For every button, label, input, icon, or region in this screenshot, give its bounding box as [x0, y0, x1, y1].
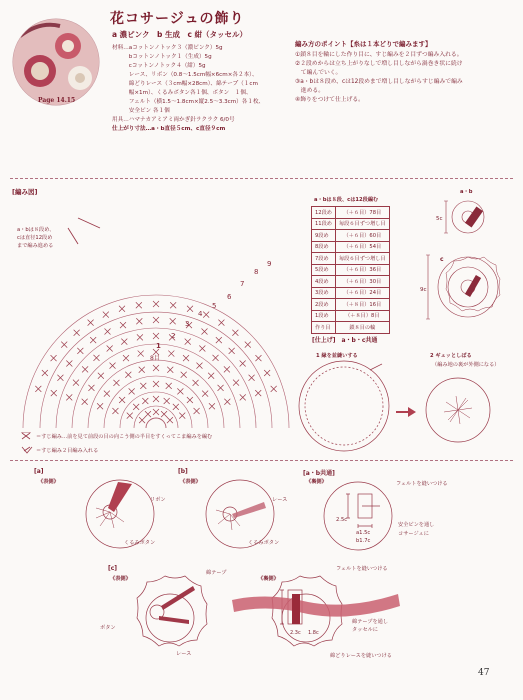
material-line: レース、リボン（0.8〜1.5cm幅×6cm×各２本）、: [112, 72, 258, 78]
table-cell: 9段め: [312, 230, 336, 242]
stitch-mark: [145, 411, 151, 417]
ruffle-label: 綿どりレースを縫いつける: [330, 653, 392, 659]
stitch-mark: [153, 301, 159, 307]
table-cell: 1段め: [312, 310, 336, 322]
stitch-mark: [187, 397, 193, 403]
stitch-mark: [240, 394, 246, 400]
round-number: 7: [240, 280, 245, 288]
stitch-mark: [98, 373, 104, 379]
round-number: 6: [227, 293, 232, 301]
point-item: ①鎖８目を輪にした作り目に、すじ編みを２目ずつ編み入れる。: [295, 52, 463, 58]
stitch-mark: [120, 322, 126, 328]
point-item: ②２段めからは立ち上がりなしで増し目しながら渦巻き状に続け: [295, 61, 463, 67]
stitch-mark: [110, 363, 116, 369]
stitch-mark: [153, 333, 159, 339]
stitch-mark: [136, 318, 142, 324]
stitch-mark: [255, 390, 261, 396]
stitch-mark: [107, 346, 113, 352]
tool-line: 用具…ハマナカアミアミ両かぎ針ラクラク 6/0号: [112, 117, 235, 123]
stitch-mark: [201, 329, 207, 335]
knitting-points: [295, 40, 500, 105]
stitch-mark: [127, 413, 133, 419]
stitch-mark: [97, 403, 103, 409]
stitch-mark: [177, 388, 183, 394]
panel-ab-drawing: [318, 476, 398, 556]
stitch-mark: [170, 302, 176, 308]
stitch-mark: [224, 399, 230, 405]
stitch-mark: [51, 355, 57, 361]
stitch-mark: [168, 351, 174, 357]
panel-c-front-drawing: [115, 568, 225, 668]
stitch-mark: [66, 361, 72, 367]
material-line: cコットンノトック４（紺）5g: [112, 63, 206, 69]
stitch-mark: [123, 355, 129, 361]
diagram-note-line: a・bは８段め、: [17, 227, 55, 233]
stitch-mark: [51, 390, 57, 396]
product-photo: [10, 16, 102, 108]
stitch-mark: [139, 367, 145, 373]
table-caption: a・bは８段、cは12段編む: [314, 197, 379, 203]
stitch-mark: [112, 408, 118, 414]
table-cell: 毎段６目ずつ増し目: [335, 253, 389, 265]
diagram-note-line: cは直径12段め: [17, 235, 53, 241]
stitch-mark: [245, 342, 251, 348]
panel-a-label: [a]: [34, 468, 44, 475]
stitch-mark: [88, 320, 94, 326]
table-row: [312, 322, 390, 334]
stitch-mark: [119, 397, 125, 403]
finished-size-diagrams: [420, 195, 515, 325]
stitch-mark: [229, 348, 235, 354]
dimension-label: 2.3c: [290, 630, 301, 636]
stitch-mark: [213, 355, 219, 361]
stitch-mark: [196, 363, 202, 369]
table-row: [312, 218, 390, 230]
stitch-mark: [153, 396, 159, 402]
stitch-mark: [82, 399, 88, 405]
stitch-mark: [153, 365, 159, 371]
dimension-label: 9c: [420, 287, 427, 293]
table-cell: 5段め: [312, 264, 336, 276]
stitch-mark: [129, 388, 135, 394]
table-cell: （＋６目）30目: [335, 276, 389, 288]
panel-b-label: [b]: [178, 468, 188, 475]
stitch-mark: [153, 409, 159, 415]
stitch-mark: [93, 355, 99, 361]
table-cell: 鎖８目の輪: [335, 322, 389, 334]
stitch-mark: [88, 385, 94, 391]
material-line: 幅×1m）、くるみボタン各１個、ボタン １個、: [112, 90, 252, 96]
table-row: [312, 299, 390, 311]
stitch-mark: [73, 380, 79, 386]
table-row: [312, 230, 390, 242]
dimension-label: b1.7c: [356, 538, 371, 544]
stitch-mark: [153, 317, 159, 323]
stitch-mark: [209, 403, 215, 409]
table-cell: 2段め: [312, 299, 336, 311]
button-label: ボタン: [100, 625, 116, 631]
point-item: ③a・bは８段め、cは12段めまで増し目しながらすじ編みで編み: [295, 79, 463, 85]
round-number: 1: [156, 342, 161, 350]
stitch-mark: [170, 318, 176, 324]
stitch-mark: [105, 329, 111, 335]
stitch-mark: [240, 361, 246, 367]
stitch-count-table: [311, 206, 390, 334]
legend-symbols: [20, 432, 34, 456]
button-label: くるみボタン: [124, 540, 156, 546]
stitch-mark: [57, 375, 63, 381]
stitch-mark: [187, 306, 193, 312]
materials-block: [112, 44, 302, 134]
diagram-section-label: [編み図]: [12, 188, 38, 196]
panel-ab-label: [a・b共通]: [303, 470, 335, 477]
stitch-mark: [181, 372, 187, 378]
table-cell: 12段め: [312, 207, 336, 219]
stitch-mark: [66, 394, 72, 400]
stitch-mark: [233, 380, 239, 386]
finish-diagram: [296, 360, 518, 456]
button-label: くるみボタン: [248, 540, 280, 546]
stitch-mark: [74, 330, 80, 336]
table-row: [312, 276, 390, 288]
round-number: 2: [171, 332, 176, 340]
ribbon-label: リボン: [150, 497, 166, 503]
c-label: c: [440, 256, 444, 263]
stitch-chart: [8, 196, 298, 428]
stitch-mark: [218, 320, 224, 326]
stitch-mark: [133, 404, 139, 410]
stitch-mark: [167, 367, 173, 373]
stitch-mark: [125, 372, 131, 378]
page-number: 47: [478, 668, 490, 678]
ab-label: a・b: [460, 189, 473, 195]
tape-note: 綿テープを通し: [352, 619, 389, 625]
stitch-mark: [119, 306, 125, 312]
tape-label: 綿テープ: [206, 570, 227, 576]
stitch-mark: [218, 385, 224, 391]
table-cell: （＋６目）36目: [335, 264, 389, 276]
stitch-mark: [185, 339, 191, 345]
stitch-mark: [113, 380, 119, 386]
dimension-label: a1.5c: [356, 530, 371, 536]
table-row: [312, 207, 390, 219]
stitch-mark: [153, 381, 159, 387]
table-row: [312, 287, 390, 299]
stitch-mark: [173, 404, 179, 410]
stitch-mark: [264, 370, 270, 376]
dimension-label: 1.8c: [308, 630, 319, 636]
stitch-mark: [179, 413, 185, 419]
table-cell: （＋６目）78目: [335, 207, 389, 219]
stitch-mark: [232, 330, 238, 336]
stitch-mark: [136, 302, 142, 308]
points-heading: 編み方のポイント【糸は１本どりで編みます】: [295, 40, 432, 48]
round-number: 8: [254, 268, 259, 276]
panel-b-side: 《表側》: [180, 479, 201, 485]
felt-label: フェルトを縫いつける: [396, 481, 448, 487]
page-label: Page 14.15: [38, 97, 76, 104]
stitch-mark: [216, 337, 222, 343]
stitch-mark: [202, 391, 208, 397]
stitch-mark: [271, 386, 277, 392]
stitch-mark: [121, 339, 127, 345]
material-line: フェルト（横1.5〜1.8cm×縦2.5〜3.3cm）各１枚、: [112, 99, 265, 105]
point-item: ④飾りをつけて仕上げる。: [295, 97, 364, 103]
stitch-mark: [249, 375, 255, 381]
stitch-mark: [166, 383, 172, 389]
stitch-mark: [139, 417, 145, 423]
table-cell: （＋６目）24目: [335, 287, 389, 299]
table-cell: 11段め: [312, 218, 336, 230]
diagram-note-line: まで編み進める: [17, 243, 54, 249]
table-cell: （＋８目）8目: [335, 310, 389, 322]
stitch-mark: [61, 342, 67, 348]
finish-label: [仕上げ] a・b・c共通: [312, 337, 378, 344]
round-number: 9: [267, 260, 272, 268]
section-divider: [10, 460, 513, 461]
finish-step-1: 1 縁を並縫いする: [316, 353, 358, 359]
table-cell: （＋６目）60目: [335, 230, 389, 242]
stitch-mark: [137, 334, 143, 340]
stitch-mark: [82, 366, 88, 372]
panel-c-label: [c]: [108, 565, 118, 572]
round-number: 3: [185, 320, 190, 328]
section-divider: [10, 178, 513, 179]
stitch-mark: [138, 351, 144, 357]
table-cell: 3段め: [312, 287, 336, 299]
stitch-mark: [199, 346, 205, 352]
stitch-mark: [103, 312, 109, 318]
table-row: [312, 310, 390, 322]
panel-a-side: 《表側》: [38, 479, 59, 485]
round-number: 5: [212, 302, 217, 310]
legend-item: ＝すじ編み…前を見て前段の目の向こう側の半目をすくってこま編みを編む: [36, 434, 213, 440]
pin-label: コサージュに: [398, 531, 429, 537]
material-line: 綿どりレース（３cm幅×28cm）、綿テープ（１cm: [112, 81, 258, 87]
stitch-mark: [161, 411, 167, 417]
panel-c-front: 《表側》: [110, 576, 131, 582]
table-row: [312, 241, 390, 253]
stitch-mark: [203, 312, 209, 318]
page-title: 花コサージュの飾り: [110, 11, 245, 27]
table-cell: 作り目: [312, 322, 336, 334]
table-cell: 7段め: [312, 253, 336, 265]
table-row: [312, 253, 390, 265]
table-cell: 4段め: [312, 276, 336, 288]
table-cell: 毎段６目ずつ増し目: [335, 218, 389, 230]
table-row: [312, 264, 390, 276]
stitch-mark: [35, 386, 41, 392]
stitch-mark: [255, 355, 261, 361]
panel-c-back: 《裏側》: [258, 576, 279, 582]
panel-ab-side: 《裏側》: [306, 479, 327, 485]
dimension-label: 5c: [436, 216, 443, 222]
stitch-mark: [167, 417, 173, 423]
stitch-mark: [164, 398, 170, 404]
lace-label: レース: [176, 651, 192, 657]
table-cell: （＋８目）16目: [335, 299, 389, 311]
stitch-mark: [140, 383, 146, 389]
dimension-label: 2.5c: [336, 517, 348, 523]
stitch-mark: [77, 348, 83, 354]
round-number: 4: [198, 310, 203, 318]
material-line: 材料…aコットンノトック３（濃ピンク）5g: [112, 45, 223, 51]
table-cell: 8段め: [312, 241, 336, 253]
legend-item: ＝すじ編み２目編み入れる: [36, 448, 99, 454]
material-line: 安全ピン 各１個: [112, 108, 170, 114]
stitch-mark: [208, 373, 214, 379]
stitch-mark: [183, 355, 189, 361]
pin-label: 安全ピンを通し: [398, 522, 435, 528]
tape-note: タッセルに: [352, 627, 378, 633]
lace-label: レース: [272, 497, 288, 503]
finish-step-2: 2 ギュッとしぼる: [430, 353, 472, 359]
point-item: 進める。: [295, 88, 324, 94]
stitch-mark: [104, 391, 110, 397]
center-label: 8目: [150, 355, 160, 362]
table-cell: （＋６目）54目: [335, 241, 389, 253]
felt-label: フェルトを縫いつける: [336, 566, 388, 572]
stitch-mark: [90, 337, 96, 343]
stitch-mark: [42, 370, 48, 376]
finish-step-2-note: （編み地の裏が外側になる）: [432, 362, 500, 368]
stitch-mark: [193, 380, 199, 386]
point-item: て編んでいく。: [295, 70, 342, 76]
stitch-mark: [224, 366, 230, 372]
stitch-mark: [194, 408, 200, 414]
material-line: bコットンノトック１（生成）5g: [112, 54, 212, 60]
color-subtitle: a 濃ピンク b 生成 c 紺（タッセル）: [112, 30, 248, 39]
stitch-mark: [142, 398, 148, 404]
size-line: 仕上がり寸法…a・b直径５cm、c直径９cm: [112, 126, 226, 132]
